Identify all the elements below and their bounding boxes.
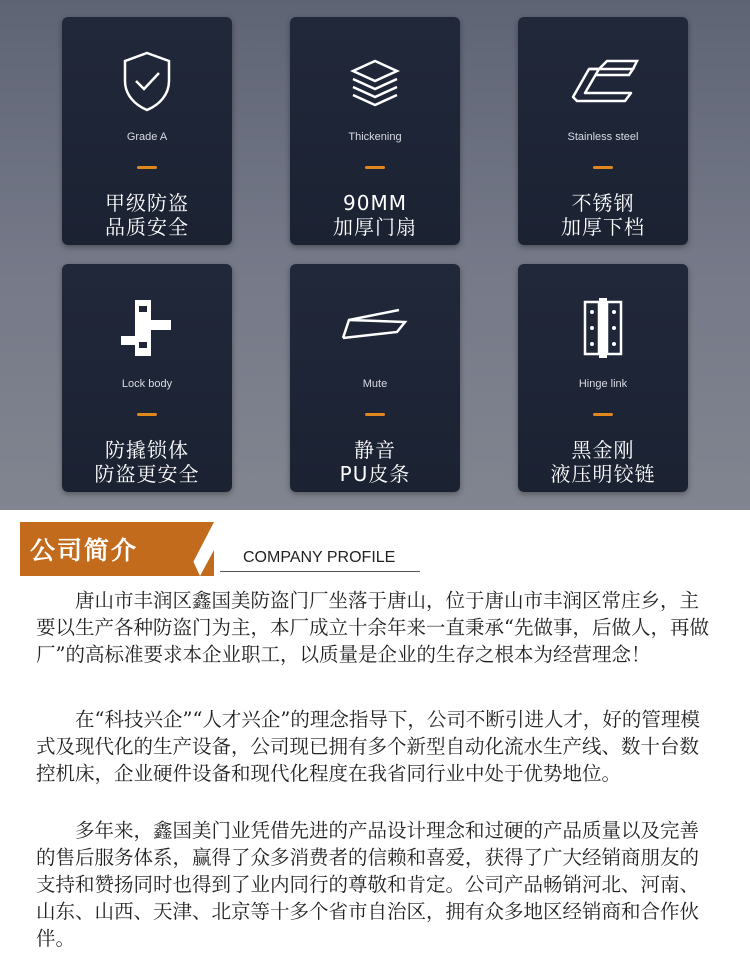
feature-card-hinge: [518, 264, 688, 492]
feature-card-grade-a: [62, 17, 232, 245]
pu-strip-icon: [339, 292, 411, 364]
accent-dash: [593, 166, 613, 169]
feature-zh-line2: 防盗更安全: [94, 462, 200, 486]
feature-card-thickening: [290, 17, 460, 245]
feature-zh-line1: 90MM: [343, 191, 407, 215]
feature-zh-line2: 加厚下档: [561, 215, 645, 239]
feature-card-lock-body: [62, 264, 232, 492]
steel-angle-icon: [567, 45, 639, 117]
accent-dash: [365, 166, 385, 169]
feature-en-label: Hinge link: [578, 378, 628, 390]
accent-dash: [137, 166, 157, 169]
feature-zh-line1: 不锈钢: [571, 191, 635, 215]
feature-zh-label: [518, 191, 688, 239]
feature-zh-label: [518, 438, 688, 486]
feature-zh-line2: 液压明铰链: [550, 462, 656, 486]
feature-zh-line2: 品质安全: [105, 215, 189, 239]
feature-zh-label: [290, 191, 460, 239]
feature-zh-label: [62, 438, 232, 486]
feature-zh-line1: 黑金刚: [571, 438, 635, 462]
profile-paragraph-3: 多年来，鑫国美门业凭借先进的产品设计理念和过硬的产品质量以及完善的售后服务体系，赢得了众多消费者的信赖和喜爱，获得了广大经销商朋友的支持和赞扬同时也得到了业内同行的尊敬和肯定。公司产品畅销河北、河南、山东、山西、天津、北京等十多个省市自治区，拥有众多地区经销商和合作伙伴。: [36, 819, 700, 950]
feature-card-stainless: [518, 17, 688, 245]
feature-zh-label: [62, 191, 232, 239]
feature-en-label: Grade A: [126, 131, 168, 143]
stacked-sheets-icon: [339, 45, 411, 117]
feature-zh-line2: 加厚门扇: [333, 215, 417, 239]
feature-zh-line1: 甲级防盗: [105, 191, 189, 215]
feature-card-mute: [290, 264, 460, 492]
hinge-icon: [567, 292, 639, 364]
section-subtitle: COMPANY PROFILE: [243, 549, 396, 566]
profile-paragraph-1: 唐山市丰润区鑫国美防盗门厂坐落于唐山，位于唐山市丰润区常庄乡，主要以生产各种防盗门为主，本厂成立十余年来一直秉承“先做事，后做人，再做厂”的高标准要求本企业职工，以质量是企业的生存之根本为经营理念！: [36, 589, 709, 666]
feature-zh-line2: PU皮条: [339, 462, 411, 486]
feature-zh-line1: 静音: [354, 438, 396, 462]
feature-zh-label: [290, 438, 460, 486]
feature-en-label: Thickening: [348, 131, 402, 143]
accent-dash: [365, 413, 385, 416]
accent-dash: [593, 413, 613, 416]
section-title: 公司简介: [30, 536, 139, 565]
feature-en-label: Mute: [362, 378, 388, 390]
feature-zh-line1: 防撬锁体: [105, 438, 189, 462]
feature-en-label: Stainless steel: [567, 131, 639, 143]
accent-dash: [137, 413, 157, 416]
lock-body-icon: [111, 292, 183, 364]
feature-en-label: Lock body: [121, 378, 173, 390]
section-divider: [220, 571, 420, 572]
shield-check-icon: [111, 45, 183, 117]
profile-paragraph-2: 在“科技兴企”“人才兴企”的理念指导下，公司不断引进人才，好的管理模式及现代化的生产设备，公司现已拥有多个新型自动化流水生产线、数十台数控机床，企业硬件设备和现代化程度在我省同行业中处于优势地位。: [36, 708, 700, 785]
